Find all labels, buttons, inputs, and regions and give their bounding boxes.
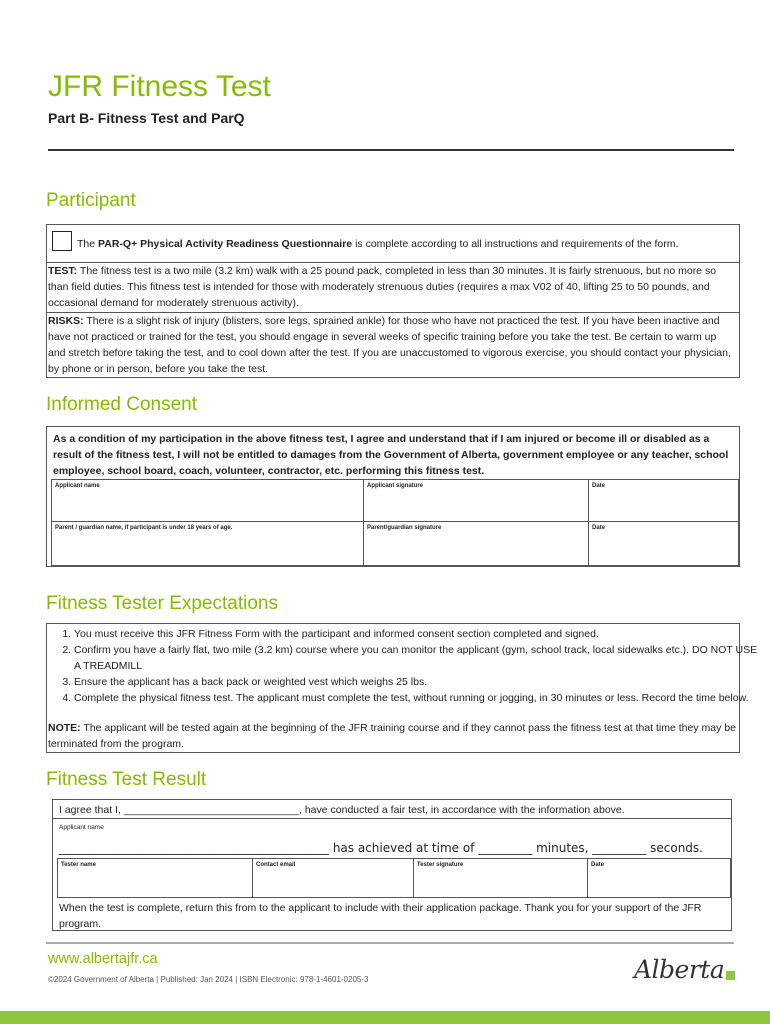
closing-text: When the test is complete, return this from to the applicant to include with their application package. Thank you for your support of the JFR program. bbox=[59, 902, 702, 930]
note-label: NOTE: bbox=[48, 722, 81, 734]
test-paragraph bbox=[48, 263, 736, 311]
expectations-list bbox=[51, 626, 758, 706]
list-item: 1. You must receive this JFR Fitness Form with the participant and informed consent section completed and signed. bbox=[74, 626, 758, 642]
seconds-blank[interactable]: _________ bbox=[592, 841, 647, 855]
agree-line bbox=[59, 802, 625, 818]
footer-bar bbox=[0, 1011, 770, 1024]
guardian-name-field[interactable] bbox=[51, 521, 364, 566]
tester-name-field[interactable] bbox=[57, 858, 253, 898]
parq-statement bbox=[77, 236, 678, 252]
tester-signature-field[interactable] bbox=[413, 858, 588, 898]
guardian-name-label: Parent / guardian name, if participant is under 18 years of age. bbox=[55, 525, 233, 531]
alberta-logo-mark bbox=[726, 971, 735, 980]
page-subtitle: Part B- Fitness Test and ParQ bbox=[48, 110, 245, 126]
guardian-date-label: Date bbox=[592, 525, 606, 531]
risks-label: RISKS: bbox=[48, 315, 84, 327]
applicant-name-field[interactable] bbox=[51, 479, 364, 522]
parq-suffix: is complete according to all instructions and requirements of the form. bbox=[355, 238, 679, 250]
row-divider bbox=[53, 818, 731, 819]
contact-email-field[interactable] bbox=[252, 858, 414, 898]
achieved-text: has achieved at time of bbox=[332, 841, 475, 855]
test-label: TEST: bbox=[48, 265, 78, 277]
agree-suffix: , have conducted a fair test, in accordance with the information above. bbox=[299, 804, 625, 816]
minutes-blank[interactable]: _________ bbox=[478, 841, 533, 855]
tester-date-field[interactable] bbox=[587, 858, 731, 898]
list-item: 3. Ensure the applicant has a back pack or weighted vest which weighs 25 lbs. bbox=[74, 674, 758, 690]
footer-url[interactable]: www.albertajfr.ca bbox=[48, 951, 158, 967]
minutes-text: minutes, bbox=[536, 841, 589, 855]
applicant-name-label: Applicant name bbox=[55, 483, 100, 489]
consent-box bbox=[46, 426, 740, 567]
alberta-logo-text: Alberta bbox=[634, 955, 725, 984]
list-item: 2. Confirm you have a fairly flat, two mile (3.2 km) course where you can monitor the applicant (gym, school track, local sidewalks etc.). DO NOT USE A TREADMILL bbox=[74, 642, 758, 674]
guardian-signature-label: Parent/guardian signature bbox=[367, 525, 442, 531]
applicant-date-label: Date bbox=[592, 483, 606, 489]
participant-heading: Participant bbox=[46, 190, 136, 211]
consent-statement: As a condition of my participation in the above fitness test, I agree and understand that if I am injured or become ill or disabled as a result of the fitness test, I will not be entitled to damages from the Government of Alberta, government employee or any teacher, school employee, school board, coach, volunteer, contractor, etc. performing this fitness test. bbox=[53, 433, 729, 477]
consent-heading: Informed Consent bbox=[46, 394, 198, 415]
parq-checkbox[interactable] bbox=[52, 231, 72, 251]
risks-text: There is a slight risk of injury (blisters, sore legs, sprained ankle) for those who have not practiced the test. If you have been inactive and have not practiced or trained for the test, you should engage in several weeks of specific training before you take the test. Be certain to warm up and stretch before taking the test, and to cool down after the test. If you are unaccustomed to vigorous exercise, you should contact your physician, by phone or in person, before you take the test. bbox=[48, 315, 731, 375]
tester-date-label: Date bbox=[591, 862, 605, 868]
seconds-text: seconds. bbox=[650, 841, 703, 855]
result-box bbox=[52, 799, 732, 931]
page-title: JFR Fitness Test bbox=[48, 70, 271, 103]
contact-email-label: Contact email bbox=[256, 862, 296, 868]
applicant-name-blank[interactable]: _____________________________________________ bbox=[59, 841, 329, 855]
result-applicant-name-label: Applicant name bbox=[59, 824, 104, 831]
parq-name: PAR-Q+ Physical Activity Readiness Questionnaire bbox=[98, 238, 353, 250]
result-heading: Fitness Test Result bbox=[46, 769, 207, 790]
list-item: 4. Complete the physical fitness test. The applicant must complete the test, without running or jogging, in 30 minutes or less. Record the time below. bbox=[74, 690, 758, 706]
expectations-box bbox=[46, 623, 758, 753]
tester-signature-label: Tester signature bbox=[417, 862, 464, 868]
risks-paragraph bbox=[48, 313, 736, 377]
applicant-signature-field[interactable] bbox=[363, 479, 589, 522]
applicant-signature-label: Applicant signature bbox=[367, 483, 424, 489]
applicant-date-field[interactable] bbox=[588, 479, 739, 522]
expectations-heading: Fitness Tester Expectations bbox=[46, 593, 278, 614]
tester-name-blank[interactable]: ______________________________ bbox=[123, 804, 299, 816]
note-paragraph bbox=[48, 720, 738, 752]
guardian-signature-field[interactable] bbox=[363, 521, 589, 566]
achieved-line bbox=[59, 841, 703, 855]
tester-name-label: Tester name bbox=[61, 862, 96, 868]
guardian-date-field[interactable] bbox=[588, 521, 739, 566]
alberta-logo bbox=[634, 955, 738, 989]
parq-prefix: The bbox=[77, 238, 96, 250]
agree-prefix: I agree that I, bbox=[59, 804, 121, 816]
footer-divider bbox=[46, 942, 734, 944]
participant-box bbox=[46, 224, 740, 378]
test-text: The fitness test is a two mile (3.2 km) walk with a 25 pound pack, completed in less than 30 minutes. It is fairly strenuous, but no more so than field duties. This fitness test is intended for those with moderately strenuous duties (requires a max V02 of 40, lifting 25 to 50 pounds, and occasional demand for moderately strenuous activity). bbox=[48, 265, 717, 309]
note-text: The applicant will be tested again at the beginning of the JFR training course and if they cannot pass the fitness test at that time they may be terminated from the program. bbox=[48, 722, 736, 750]
footer-copyright: ©2024 Government of Alberta | Published: Jan 2024 | ISBN Electronic: 978-1-4601-0205-3 bbox=[48, 975, 369, 984]
header-divider bbox=[48, 149, 734, 151]
